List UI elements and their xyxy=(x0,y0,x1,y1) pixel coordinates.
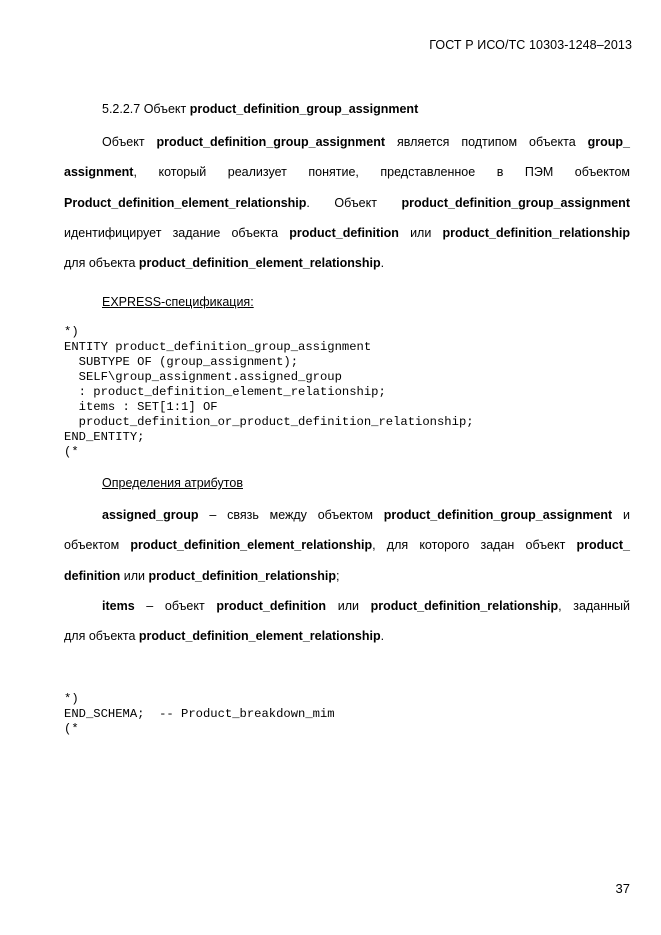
intro-line-2: assignment, который реализует понятие, представленное в ПЭМ объектом xyxy=(64,165,630,179)
intro-line-1: Объект product_definition_group_assignment является подтипом объекта group_ xyxy=(102,135,630,149)
intro-line-4: идентифицирует задание объекта product_definition или product_definition_relationship xyxy=(64,226,630,240)
page-number: 37 xyxy=(615,881,630,896)
express-code-block: *) ENTITY product_definition_group_assignment SUBTYPE OF (group_assignment); SELF\group_assignment.assigned_group : product_definition_element_relationship; items : SET[1:1] OF product_definition_or_product_definition_relationship; END_ENTITY; (* xyxy=(64,325,474,459)
attr-assigned-group xyxy=(64,507,630,587)
page-header: ГОСТ Р ИСО/ТС 10303-1248–2013 xyxy=(429,38,632,52)
section-heading xyxy=(102,102,418,116)
attr1-line-1: assigned_group – связь между объектом product_definition_group_assignment и xyxy=(102,508,630,522)
express-spec-label: EXPRESS-спецификация: xyxy=(102,295,254,309)
section-number: 5.2.2.7 Объект xyxy=(102,102,190,116)
intro-line-3: Product_definition_element_relationship. Объект product_definition_group_assignment xyxy=(64,196,630,210)
intro-line-5: для объекта product_definition_element_relationship. xyxy=(64,256,385,270)
end-schema-code-block: *) END_SCHEMA; -- Product_breakdown_mim (* xyxy=(64,692,335,736)
section-entity-name: product_definition_group_assignment xyxy=(189,102,419,116)
attributes-label: Определения атрибутов xyxy=(102,476,243,490)
attr1-line-3: definition или product_definition_relationship; xyxy=(64,569,340,583)
intro-paragraph xyxy=(64,134,630,274)
attr-items xyxy=(64,598,630,648)
attr1-line-2: объектом product_definition_element_relationship, для которого задан объект product_ xyxy=(64,538,630,552)
attr2-line-2: для объекта product_definition_element_relationship. xyxy=(64,629,385,643)
attr2-line-1: items – объект product_definition или product_definition_relationship, заданный xyxy=(102,599,630,613)
